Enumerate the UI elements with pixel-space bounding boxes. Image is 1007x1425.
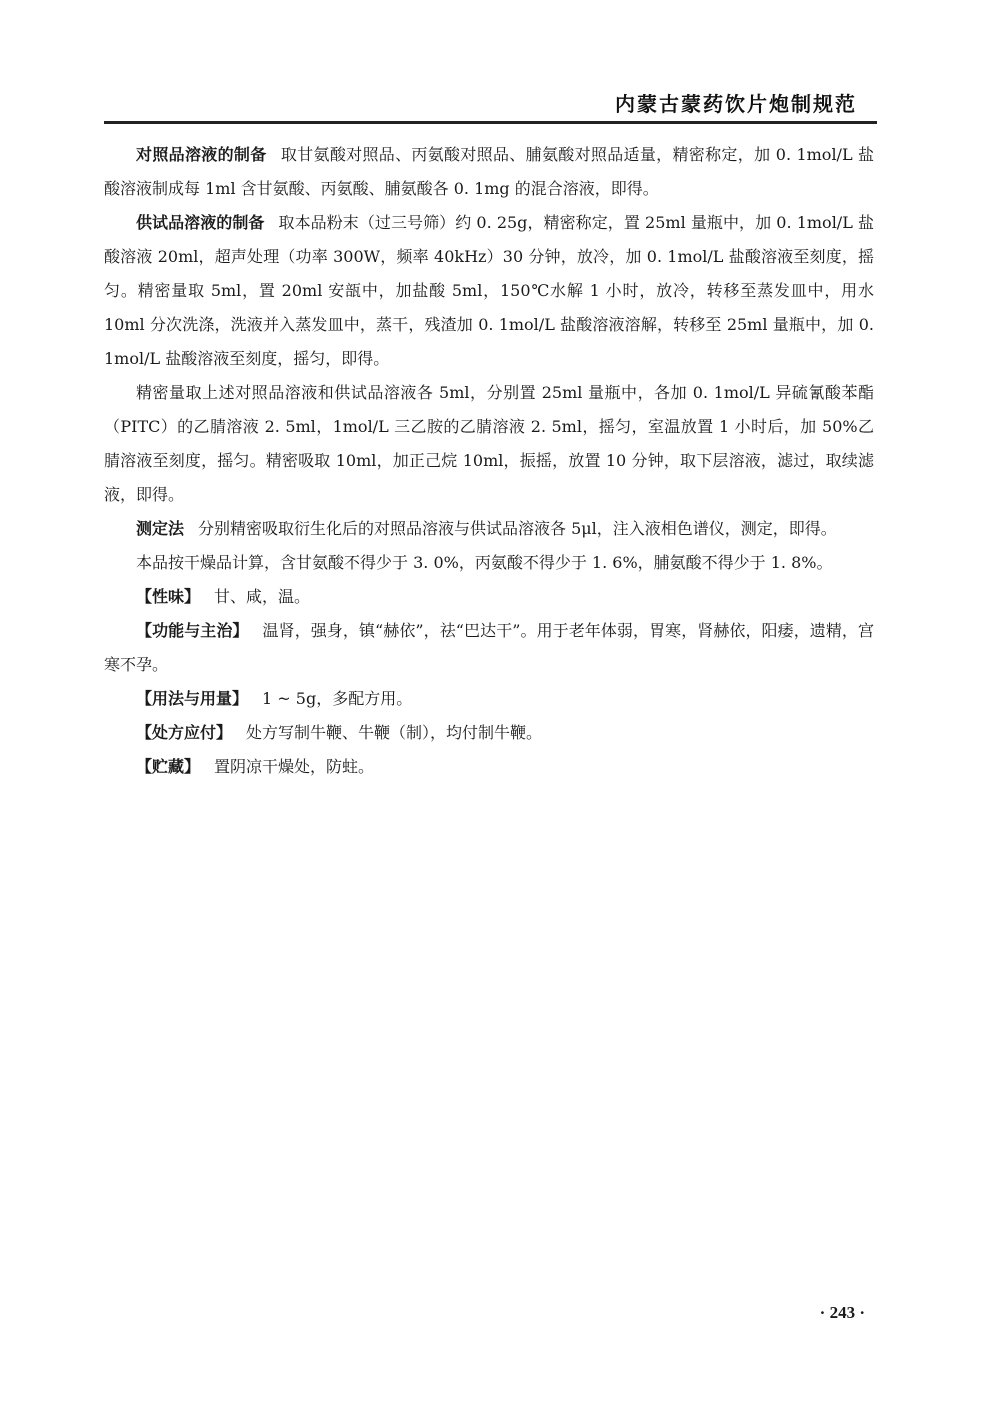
text-content-limit: 本品按干燥品计算，含甘氨酸不得少于 3. 0%，丙氨酸不得少于 1. 6%，脯氨酸不得少于 1. 8%。 (136, 553, 833, 572)
paragraph-assay-method (104, 512, 874, 546)
paragraph-dosage (104, 682, 874, 716)
text-test-solution: 取本品粉末（过三号筛）约 0. 25g，精密称定，置 25ml 量瓶中，加 0. 1mol/L 盐酸溶液 20ml，超声处理（功率 300W，频率 40kHz）30 分钟，放冷，加 0. 1mol/L 盐酸溶液至刻度，摇匀。精密量取 5ml，置 20ml 安瓿中，加盐酸 5ml，150℃水解 1 小时，放冷，转移至蒸发皿中，用水 10ml 分次洗涤，洗液并入蒸发皿中，蒸干，残渣加 0. 1mol/L 盐酸溶液溶解，转移至 25ml 量瓶中，加 0. 1mol/L 盐酸溶液至刻度，摇匀，即得。 (104, 213, 874, 368)
page-number: · 243 · (819, 1303, 865, 1322)
term-assay-method: 测定法 (136, 519, 185, 538)
text-storage: 置阴凉干燥处，防蛀。 (214, 757, 375, 776)
term-test-solution: 供试品溶液的制备 (136, 213, 265, 232)
text-nature-taste: 甘、咸，温。 (214, 587, 311, 606)
paragraph-reference-solution (104, 138, 874, 206)
paragraph-storage (104, 750, 874, 784)
text-reference-solution: 取甘氨酸对照品、丙氨酸对照品、脯氨酸对照品适量，精密称定，加 0. 1mol/L 盐酸溶液制成每 1ml 含甘氨酸、丙氨酸、脯氨酸各 0. 1mg 的混合溶液，即得。 (104, 145, 874, 198)
text-derivatization: 精密量取上述对照品溶液和供试品溶液各 5ml，分别置 25ml 量瓶中，各加 0. 1mol/L 异硫氰酸苯酯（PITC）的乙腈溶液 2. 5ml，1mol/L 三乙胺的乙腈溶液 2. 5ml，摇匀，室温放置 1 小时后，加 50%乙腈溶液至刻度，摇匀。精密吸取 10ml，加正己烷 10ml，振摇，放置 10 分钟，取下层溶液，滤过，取续滤液，即得。 (104, 383, 874, 504)
paragraph-derivatization (104, 376, 874, 512)
paragraph-functions (104, 614, 874, 682)
term-storage: 【贮藏】 (136, 757, 201, 776)
term-prescription: 【处方应付】 (136, 723, 233, 742)
term-dosage: 【用法与用量】 (136, 689, 249, 708)
text-assay-method: 分别精密吸取衍生化后的对照品溶液与供试品溶液各 5μl，注入液相色谱仪，测定，即得。 (198, 519, 837, 538)
paragraph-prescription (104, 716, 874, 750)
paragraph-nature-taste (104, 580, 874, 614)
text-functions: 温肾，强身，镇“赫依”，祛“巴达干”。用于老年体弱，胃寒，肾赫依，阳痿，遗精，宫寒不孕。 (104, 621, 874, 674)
text-dosage: 1 ~ 5g，多配方用。 (262, 689, 413, 708)
header-rule (104, 121, 877, 124)
body-text (104, 138, 874, 784)
term-functions: 【功能与主治】 (136, 621, 249, 640)
term-nature-taste: 【性味】 (136, 587, 201, 606)
text-prescription: 处方写制牛鞭、牛鞭（制），均付制牛鞭。 (246, 723, 543, 742)
term-reference-solution: 对照品溶液的制备 (136, 145, 267, 164)
paragraph-content-limit (104, 546, 874, 580)
paragraph-test-solution (104, 206, 874, 376)
running-title: 内蒙古蒙药饮片炮制规范 (615, 92, 857, 116)
